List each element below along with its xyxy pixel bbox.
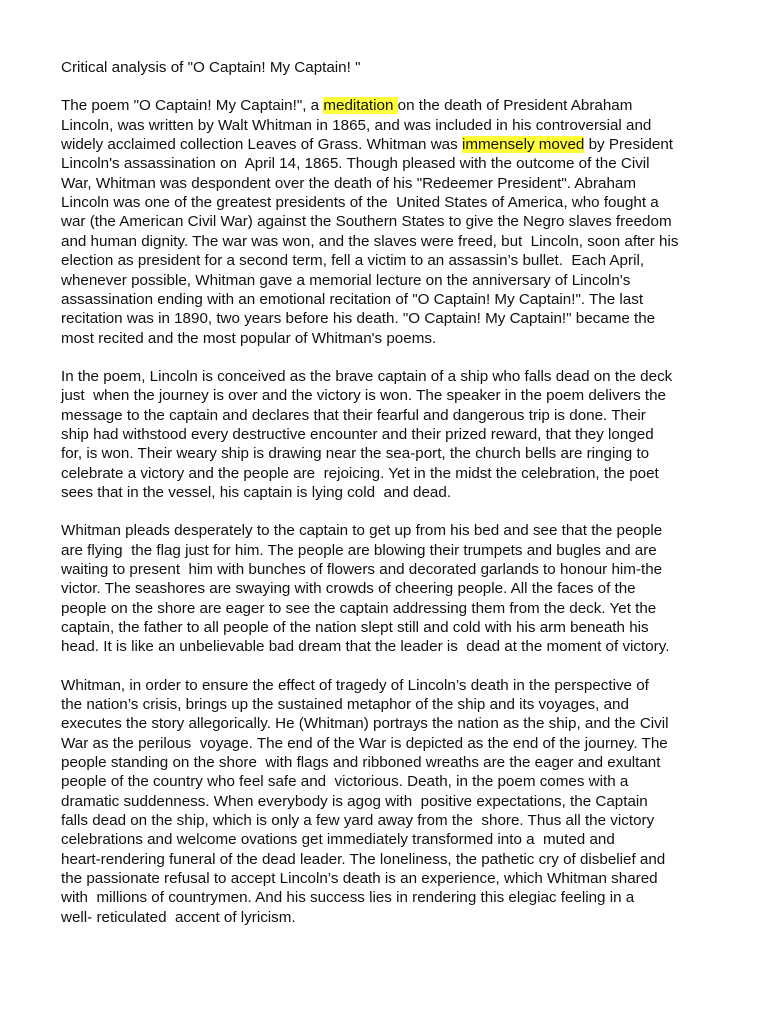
text-segment: the nation’s crisis, brings up the sustained metaphor of the ship and its voyages, and: [61, 696, 629, 714]
text-line: [61, 290, 748, 309]
text-line: [61, 174, 748, 193]
text-segment: sees that in the vessel, his captain is lying cold and dead.: [61, 483, 452, 501]
text-segment: executes the story allegorically. He (Whitman) portrays the nation as the ship, and the Civil: [61, 715, 669, 733]
text-segment: are flying the flag just for him. The people are blowing their trumpets and bugles and are: [61, 541, 657, 559]
text-segment: The poem "O Captain! My Captain!", a: [61, 97, 324, 115]
paragraph: [61, 367, 748, 502]
text-line: [61, 695, 748, 714]
document-body: [61, 96, 748, 927]
text-segment: message to the captain and declares that their fearful and dangerous trip is done. Their: [61, 406, 646, 424]
text-segment: just when the journey is over and the victory is won. The speaker in the poem delivers the: [61, 387, 667, 405]
text-line: [61, 734, 748, 753]
highlighted-text: meditation: [323, 97, 398, 115]
text-segment: War as the perilous voyage. The end of the War is depicted as the end of the journey. The: [61, 734, 668, 752]
text-line: [61, 579, 748, 598]
highlighted-text: immensely moved: [461, 136, 585, 154]
text-line: [61, 888, 748, 907]
text-segment: In the poem, Lincoln is conceived as the brave captain of a ship who falls dead on the deck: [61, 367, 673, 385]
text-segment: victor. The seashores are swaying with crowds of cheering people. All the faces of the: [61, 580, 636, 598]
text-line: [61, 792, 748, 811]
text-line: [61, 464, 748, 483]
text-line: [61, 830, 748, 849]
text-segment: people on the shore are eager to see the captain addressing them from the deck. Yet the: [61, 599, 657, 617]
text-segment: war (the American Civil War) against the Southern States to give the Negro slaves freedom: [61, 213, 672, 231]
text-line: [61, 193, 748, 212]
text-line: [61, 772, 748, 791]
text-segment: ship had withstood every destructive encounter and their prized reward, that they longed: [61, 425, 654, 443]
text-segment: waiting to present him with bunches of flowers and decorated garlands to honour him-the: [61, 560, 663, 578]
text-segment: captain, the father to all people of the nation slept still and cold with his arm beneath his: [61, 619, 649, 636]
text-segment: celebrate a victory and the people are rejoicing. Yet in the midst the celebration, the poet: [61, 464, 659, 482]
text-segment: people of the country who feel safe and victorious. Death, in the poem comes with a: [61, 773, 629, 791]
paragraph: [61, 676, 748, 927]
text-segment: the passionate refusal to accept Lincoln’s death is an experience, which Whitman shared: [61, 870, 658, 888]
text-line: [61, 714, 748, 733]
text-segment: well- reticulated accent of lyricism.: [61, 908, 296, 926]
text-line: [61, 212, 748, 231]
text-line: [61, 869, 748, 888]
text-line: [61, 154, 748, 173]
text-segment: recitation was in 1890, two years before his death. "O Captain! My Captain!" became the: [61, 310, 656, 328]
text-segment: celebrations and welcome ovations get immediately transformed into a muted and: [61, 831, 615, 849]
text-segment: for, is won. Their weary ship is drawing near the sea-port, the church bells are ringing to: [61, 445, 650, 463]
text-segment: whenever possible, Whitman gave a memorial lecture on the anniversary of Lincoln's: [61, 271, 631, 289]
text-line: [61, 444, 748, 463]
text-line: [61, 386, 748, 405]
text-line: [61, 251, 748, 270]
text-line: [61, 483, 748, 502]
text-line: [61, 116, 748, 135]
text-line: [61, 367, 748, 386]
text-line: [61, 560, 748, 579]
text-line: [61, 96, 748, 115]
text-segment: dramatic suddenness. When everybody is agog with positive expectations, the Captain: [61, 792, 648, 810]
text-line: [61, 271, 748, 290]
text-line: [61, 232, 748, 251]
text-line: [61, 406, 748, 425]
text-segment: by President: [584, 136, 673, 154]
text-line: [61, 599, 748, 618]
text-line: [61, 676, 748, 695]
text-segment: with millions of countrymen. And his success lies in rendering this elegiac feeling in a: [61, 889, 635, 907]
text-line: [61, 329, 748, 348]
text-line: [61, 753, 748, 772]
text-line: [61, 135, 748, 154]
text-segment: Whitman, in order to ensure the effect of tragedy of Lincoln’s death in the perspective of: [61, 676, 649, 694]
text-segment: heart-rendering funeral of the dead leader. The loneliness, the pathetic cry of disbelief and: [61, 850, 666, 868]
paragraph: [61, 96, 748, 347]
text-segment: falls dead on the ship, which is only a few yard away from the shore. Thus all the victory: [61, 812, 655, 830]
text-line: [61, 908, 748, 927]
text-segment: election as president for a second term, fell a victim to an assassin’s bullet. Each April,: [61, 252, 645, 270]
text-segment: on the death of President Abraham: [397, 97, 633, 115]
text-segment: War, Whitman was despondent over the death of his "Redeemer President". Abraham: [61, 174, 636, 192]
text-line: [61, 541, 748, 560]
text-segment: head. It is like an unbelievable bad dream that the leader is dead at the moment of victory.: [61, 638, 670, 656]
text-line: [61, 618, 748, 637]
text-segment: widely acclaimed collection Leaves of Grass. Whitman was: [61, 136, 462, 154]
text-segment: and human dignity. The war was won, and the slaves were freed, but Lincoln, soon after his: [61, 232, 679, 250]
text-segment: assassination ending with an emotional recitation of "O Captain! My Captain!". The last: [61, 290, 644, 308]
text-segment: Whitman pleads desperately to the captain to get up from his bed and see that the people: [61, 522, 663, 540]
text-line: [61, 425, 748, 444]
text-segment: Lincoln was one of the greatest presidents of the United States of America, who fought a: [61, 194, 659, 212]
paragraph: [61, 521, 748, 656]
document-title: Critical analysis of "O Captain! My Captain! ": [61, 59, 361, 76]
text-segment: Lincoln's assassination on April 14, 1865. Though pleased with the outcome of the Civil: [61, 155, 650, 173]
text-segment: Lincoln, was written by Walt Whitman in 1865, and was included in his controversial and: [61, 116, 652, 134]
text-segment: most recited and the most popular of Whitman's poems.: [61, 329, 437, 347]
text-segment: people standing on the shore with flags and ribboned wreaths are the eager and exultant: [61, 754, 661, 772]
text-line: [61, 521, 748, 540]
text-line: [61, 850, 748, 869]
text-line: [61, 637, 748, 656]
text-line: [61, 811, 748, 830]
text-line: [61, 309, 748, 328]
